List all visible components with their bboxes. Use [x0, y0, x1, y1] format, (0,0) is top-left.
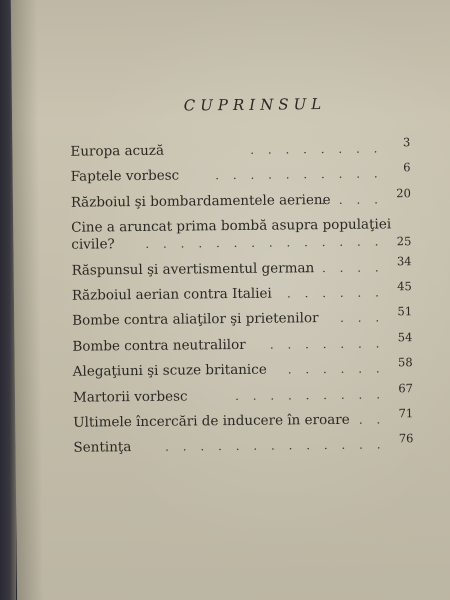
- toc-entry-label: Alegaţiuni şi scuze britanice: [72, 361, 267, 380]
- toc-entry-label: Războiul şi bombardamentele aeriene: [70, 191, 331, 211]
- dot-leader: . . . . . . . . . . . . .: [165, 437, 386, 455]
- toc-entry-label: Faptele vorbesc: [70, 167, 180, 186]
- toc-entry-label: Răspunsul şi avertismentul german: [71, 259, 315, 279]
- toc-entry: [70, 160, 411, 187]
- toc-entry: [71, 216, 411, 254]
- dot-leader: . . . . . . .: [269, 336, 385, 352]
- toc-entry: [72, 355, 413, 381]
- toc-entry: [71, 253, 412, 280]
- toc-entry-label: Cine a aruncat prima bombă asupra populaţiei: [71, 216, 392, 236]
- toc-entry: [73, 431, 414, 457]
- table-of-contents: [70, 94, 414, 465]
- toc-entry-label: Bombe contra aliaţilor şi prietenilor: [72, 310, 319, 330]
- dot-leader: . . . . . .: [287, 361, 385, 377]
- toc-entry-page: 58: [397, 355, 413, 370]
- toc-entry-page: 54: [397, 329, 413, 345]
- dot-leader: . . . .: [321, 192, 384, 207]
- toc-entry-page: 71: [398, 406, 414, 421]
- toc-entry: [72, 380, 413, 407]
- toc-entry-label-continued: civile?: [71, 236, 115, 253]
- toc-entry-label: Ultimele încercări de inducere în eroare: [73, 411, 350, 431]
- toc-entry: [72, 329, 413, 356]
- toc-entry-label: Martorii vorbesc: [72, 388, 188, 406]
- toc-entry-page: 76: [398, 431, 414, 446]
- dot-leader: . . . . . .: [286, 285, 384, 301]
- dot-leader: . . . . . . . . . . . . . .: [145, 234, 384, 252]
- toc-entry-page: 3: [402, 135, 411, 150]
- toc-entry: [72, 304, 413, 330]
- toc-entry-label: Europa acuză: [70, 142, 165, 160]
- toc-entry: [73, 406, 414, 432]
- dot-leader: . . .: [340, 310, 385, 326]
- dot-leader: . .: [358, 412, 386, 427]
- toc-entry: [71, 279, 412, 305]
- dot-leader: . . . . . . . .: [250, 141, 383, 157]
- book-page: [11, 0, 450, 600]
- toc-entry-page: 20: [396, 185, 411, 201]
- toc-entry-page: 45: [397, 279, 412, 294]
- toc-entry-page: 25: [396, 234, 412, 249]
- toc-entry: [70, 135, 411, 161]
- toc-entry: [70, 185, 411, 212]
- toc-title: CUPRINSUL: [183, 95, 327, 115]
- toc-entry-page: 67: [398, 380, 413, 395]
- toc-entry-label: Războiul aerian contra Italiei: [71, 285, 272, 304]
- toc-entry-page: 51: [397, 304, 413, 319]
- toc-entry-label: Sentinţa: [73, 439, 132, 456]
- dot-leader: . . . . .: [304, 259, 384, 275]
- toc-entry-page: 34: [396, 253, 412, 268]
- toc-entry-label: Bombe contra neutralilor: [72, 336, 246, 355]
- toc-entry-page: 6: [403, 160, 411, 175]
- dot-leader: . . . . . . . . .: [235, 386, 386, 403]
- dot-leader: . . . . . . . . . .: [215, 166, 383, 183]
